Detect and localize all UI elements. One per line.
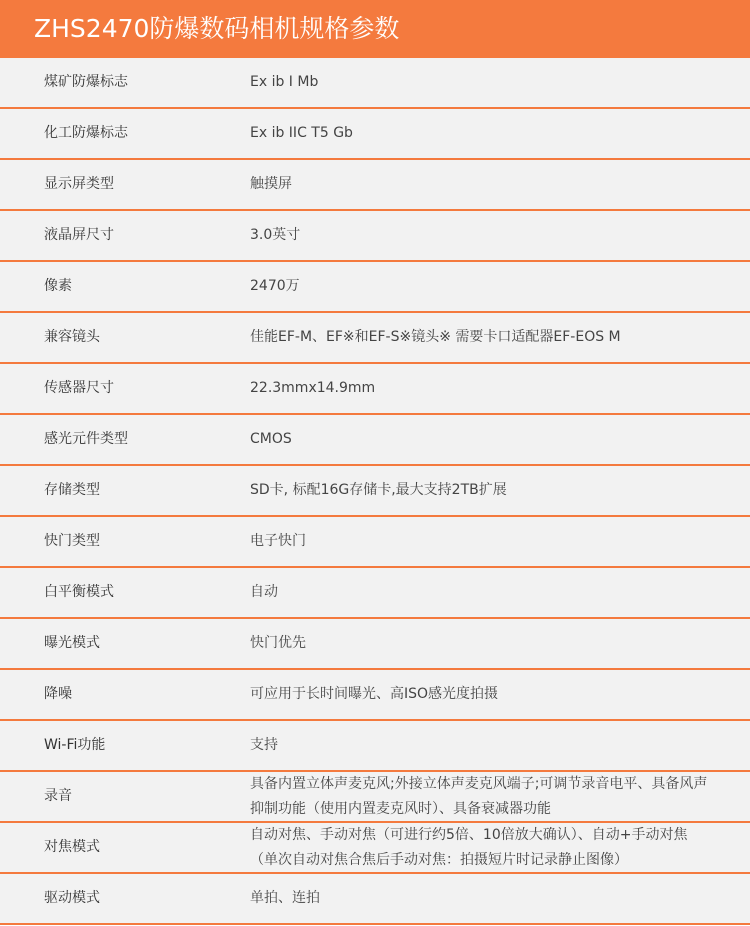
spec-row <box>0 619 750 670</box>
spec-value: 具备内置立体声麦克风;外接立体声麦克风端子;可调节录音电平、具备风声抑制功能（使用内置麦克风时）、具备衰减器功能 <box>250 775 708 817</box>
spec-label: 白平衡模式 <box>44 584 114 600</box>
spec-label: 传感器尺寸 <box>44 380 114 396</box>
spec-label: 化工防爆标志 <box>44 125 128 141</box>
spec-row <box>0 262 750 313</box>
spec-value: 22.3mmx14.9mm <box>250 380 376 396</box>
spec-value: SD卡, 标配16G存储卡,最大支持2TB扩展 <box>250 482 507 498</box>
spec-value: Ex ib IIC T5 Gb <box>250 125 353 141</box>
spec-value: 电子快门 <box>250 533 306 549</box>
spec-row <box>0 823 750 874</box>
spec-row <box>0 160 750 211</box>
spec-label: 显示屏类型 <box>44 176 114 192</box>
spec-label: 存储类型 <box>44 482 100 498</box>
spec-value: 3.0英寸 <box>250 227 301 243</box>
spec-row <box>0 466 750 517</box>
spec-value: CMOS <box>250 431 292 447</box>
spec-label: Wi-Fi功能 <box>44 737 106 753</box>
spec-value: Ex ib I Mb <box>250 74 319 90</box>
spec-value: 自动 <box>250 584 278 600</box>
spec-label: 像素 <box>44 278 72 294</box>
spec-row <box>0 517 750 568</box>
spec-label: 录音 <box>44 788 72 804</box>
spec-label: 兼容镜头 <box>44 329 100 345</box>
spec-table <box>0 58 750 925</box>
spec-row <box>0 415 750 466</box>
spec-label: 感光元件类型 <box>44 431 128 447</box>
spec-value: 2470万 <box>250 278 300 294</box>
spec-label: 液晶屏尺寸 <box>44 227 114 243</box>
spec-value: 可应用于长时间曝光、高ISO感光度拍摄 <box>250 686 499 702</box>
spec-row <box>0 568 750 619</box>
spec-value: 触摸屏 <box>250 176 292 192</box>
spec-label: 煤矿防爆标志 <box>44 74 128 90</box>
page-title: ZHS2470防爆数码相机规格参数 <box>0 0 750 58</box>
spec-label: 快门类型 <box>44 533 100 549</box>
spec-row <box>0 670 750 721</box>
spec-value: 快门优先 <box>250 635 306 651</box>
spec-row <box>0 772 750 823</box>
spec-value: 支持 <box>250 737 278 753</box>
spec-label: 降噪 <box>44 686 72 702</box>
spec-row <box>0 211 750 262</box>
spec-row <box>0 109 750 160</box>
spec-value: 自动对焦、手动对焦（可进行约5倍、10倍放大确认）、自动+手动对焦（单次自动对焦合焦后手动对焦：拍摄短片时记录静止图像） <box>250 826 688 868</box>
spec-row <box>0 364 750 415</box>
spec-label: 曝光模式 <box>44 635 100 651</box>
spec-value: 佳能EF-M、EF※和EF-S※镜头※ 需要卡口适配器EF-EOS M <box>250 329 621 345</box>
spec-label: 对焦模式 <box>44 839 100 855</box>
spec-value: 单拍、连拍 <box>250 890 320 906</box>
spec-label: 驱动模式 <box>44 890 100 906</box>
spec-row <box>0 721 750 772</box>
spec-row <box>0 313 750 364</box>
spec-row <box>0 874 750 925</box>
spec-row <box>0 58 750 109</box>
